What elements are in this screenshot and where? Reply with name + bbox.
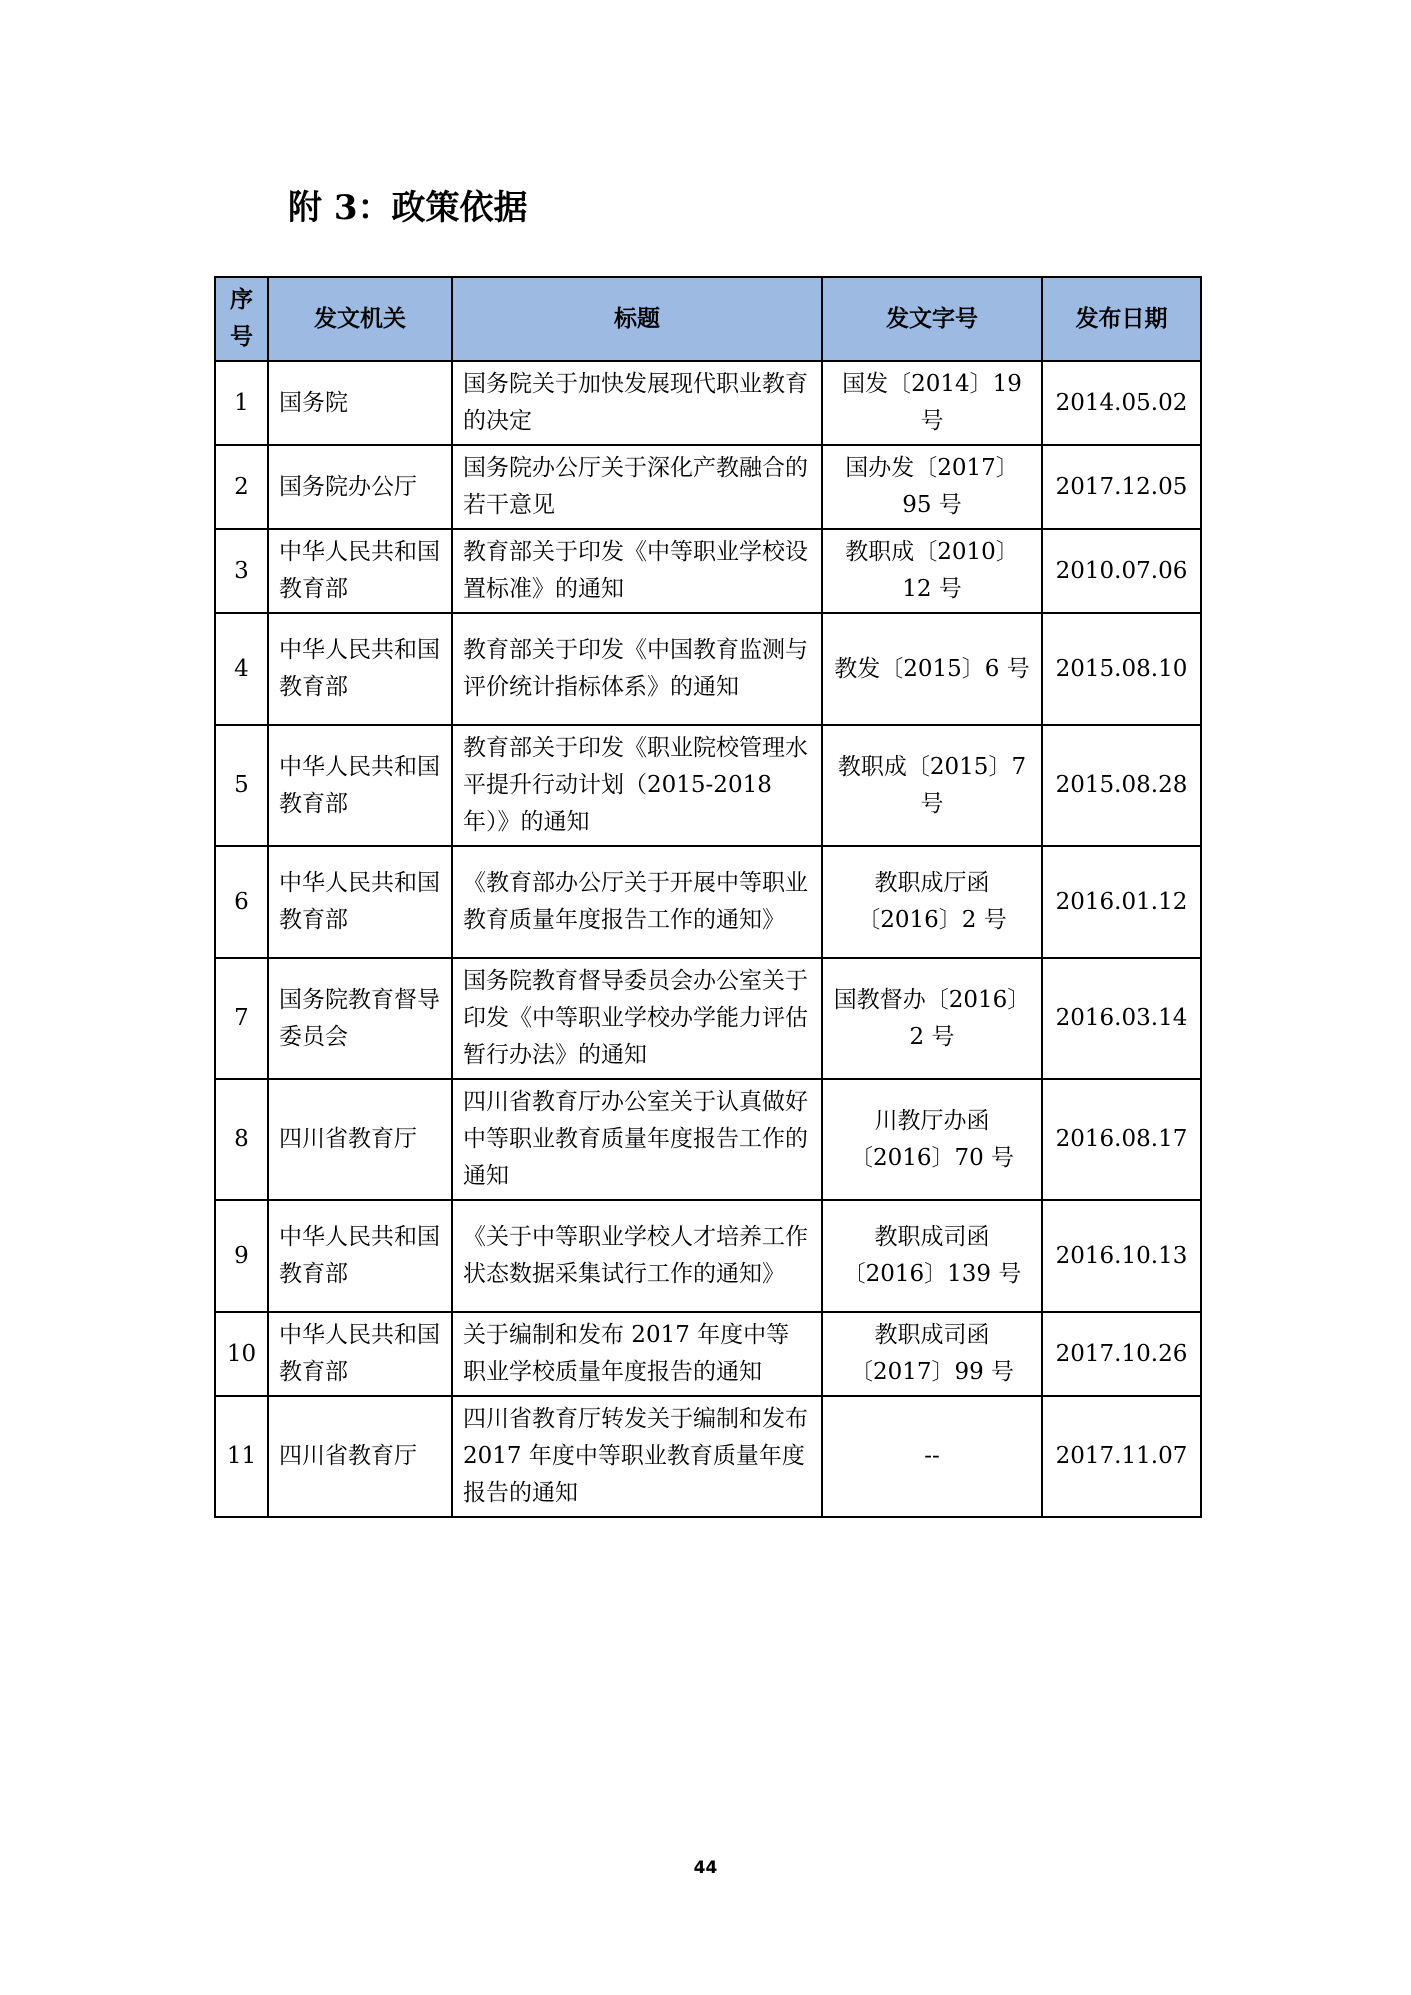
row-title: 教育部关于印发《职业院校管理水平提升行动计划（2015-2018 年）》的通知 (452, 725, 822, 846)
page-number: 44 (693, 1858, 718, 1878)
row-title: 《教育部办公厅关于开展中等职业教育质量年度报告工作的通知》 (452, 846, 822, 958)
row-doc-number: -- (822, 1396, 1042, 1517)
row-doc-number: 国教督办〔2016〕2 号 (822, 958, 1042, 1079)
row-doc-number: 川教厅办函〔2016〕70 号 (822, 1079, 1042, 1200)
row-number: 6 (215, 846, 268, 958)
row-doc-number: 国办发〔2017〕95 号 (822, 445, 1042, 529)
row-date: 2016.10.13 (1042, 1200, 1201, 1312)
row-date: 2017.10.26 (1042, 1312, 1201, 1396)
row-doc-number: 教职成〔2010〕12 号 (822, 529, 1042, 613)
row-org: 中华人民共和国教育部 (268, 529, 452, 613)
table-row (215, 1312, 1201, 1396)
row-date: 2014.05.02 (1042, 361, 1201, 445)
row-title: 国务院教育督导委员会办公室关于印发《中等职业学校办学能力评估暂行办法》的通知 (452, 958, 822, 1079)
row-number: 2 (215, 445, 268, 529)
header-doc-number: 发文字号 (822, 277, 1042, 361)
row-number: 1 (215, 361, 268, 445)
policy-table (214, 276, 1202, 1518)
row-title: 国务院关于加快发展现代职业教育的决定 (452, 361, 822, 445)
row-title: 四川省教育厅办公室关于认真做好中等职业教育质量年度报告工作的通知 (452, 1079, 822, 1200)
table-row (215, 1396, 1201, 1517)
table-row (215, 361, 1201, 445)
row-org: 四川省教育厅 (268, 1079, 452, 1200)
row-title: 关于编制和发布 2017 年度中等职业学校质量年度报告的通知 (452, 1312, 822, 1396)
row-doc-number: 教职成厅函〔2016〕2 号 (822, 846, 1042, 958)
row-title: 教育部关于印发《中等职业学校设置标准》的通知 (452, 529, 822, 613)
row-title: 《关于中等职业学校人才培养工作状态数据采集试行工作的通知》 (452, 1200, 822, 1312)
table-row (215, 529, 1201, 613)
row-date: 2016.03.14 (1042, 958, 1201, 1079)
table-row (215, 1200, 1201, 1312)
row-org: 中华人民共和国教育部 (268, 1312, 452, 1396)
row-date: 2017.12.05 (1042, 445, 1201, 529)
row-org: 国务院教育督导委员会 (268, 958, 452, 1079)
table-row (215, 445, 1201, 529)
page-title: 附 3：政策依据 (288, 188, 528, 228)
row-number: 10 (215, 1312, 268, 1396)
table-row (215, 725, 1201, 846)
row-doc-number: 国发〔2014〕19 号 (822, 361, 1042, 445)
table-row (215, 846, 1201, 958)
header-title: 标题 (452, 277, 822, 361)
row-doc-number: 教发〔2015〕6 号 (822, 613, 1042, 725)
table-row (215, 613, 1201, 725)
row-title: 国务院办公厅关于深化产教融合的若干意见 (452, 445, 822, 529)
row-org: 中华人民共和国教育部 (268, 1200, 452, 1312)
row-date: 2017.11.07 (1042, 1396, 1201, 1517)
row-number: 9 (215, 1200, 268, 1312)
table-row (215, 958, 1201, 1079)
row-number: 11 (215, 1396, 268, 1517)
row-title: 教育部关于印发《中国教育监测与评价统计指标体系》的通知 (452, 613, 822, 725)
row-title: 四川省教育厅转发关于编制和发布 2017 年度中等职业教育质量年度报告的通知 (452, 1396, 822, 1517)
row-number: 7 (215, 958, 268, 1079)
row-number: 4 (215, 613, 268, 725)
row-org: 国务院办公厅 (268, 445, 452, 529)
row-org: 中华人民共和国教育部 (268, 725, 452, 846)
row-org: 中华人民共和国教育部 (268, 613, 452, 725)
row-doc-number: 教职成〔2015〕7 号 (822, 725, 1042, 846)
row-org: 中华人民共和国教育部 (268, 846, 452, 958)
row-number: 5 (215, 725, 268, 846)
row-doc-number: 教职成司函〔2016〕139 号 (822, 1200, 1042, 1312)
header-no: 序号 (215, 277, 268, 361)
row-date: 2010.07.06 (1042, 529, 1201, 613)
table-header-row (215, 277, 1201, 361)
row-date: 2015.08.28 (1042, 725, 1201, 846)
row-number: 3 (215, 529, 268, 613)
row-date: 2016.08.17 (1042, 1079, 1201, 1200)
row-org: 国务院 (268, 361, 452, 445)
header-org: 发文机关 (268, 277, 452, 361)
row-number: 8 (215, 1079, 268, 1200)
header-date: 发布日期 (1042, 277, 1201, 361)
row-date: 2015.08.10 (1042, 613, 1201, 725)
row-doc-number: 教职成司函〔2017〕99 号 (822, 1312, 1042, 1396)
row-date: 2016.01.12 (1042, 846, 1201, 958)
table-row (215, 1079, 1201, 1200)
row-org: 四川省教育厅 (268, 1396, 452, 1517)
